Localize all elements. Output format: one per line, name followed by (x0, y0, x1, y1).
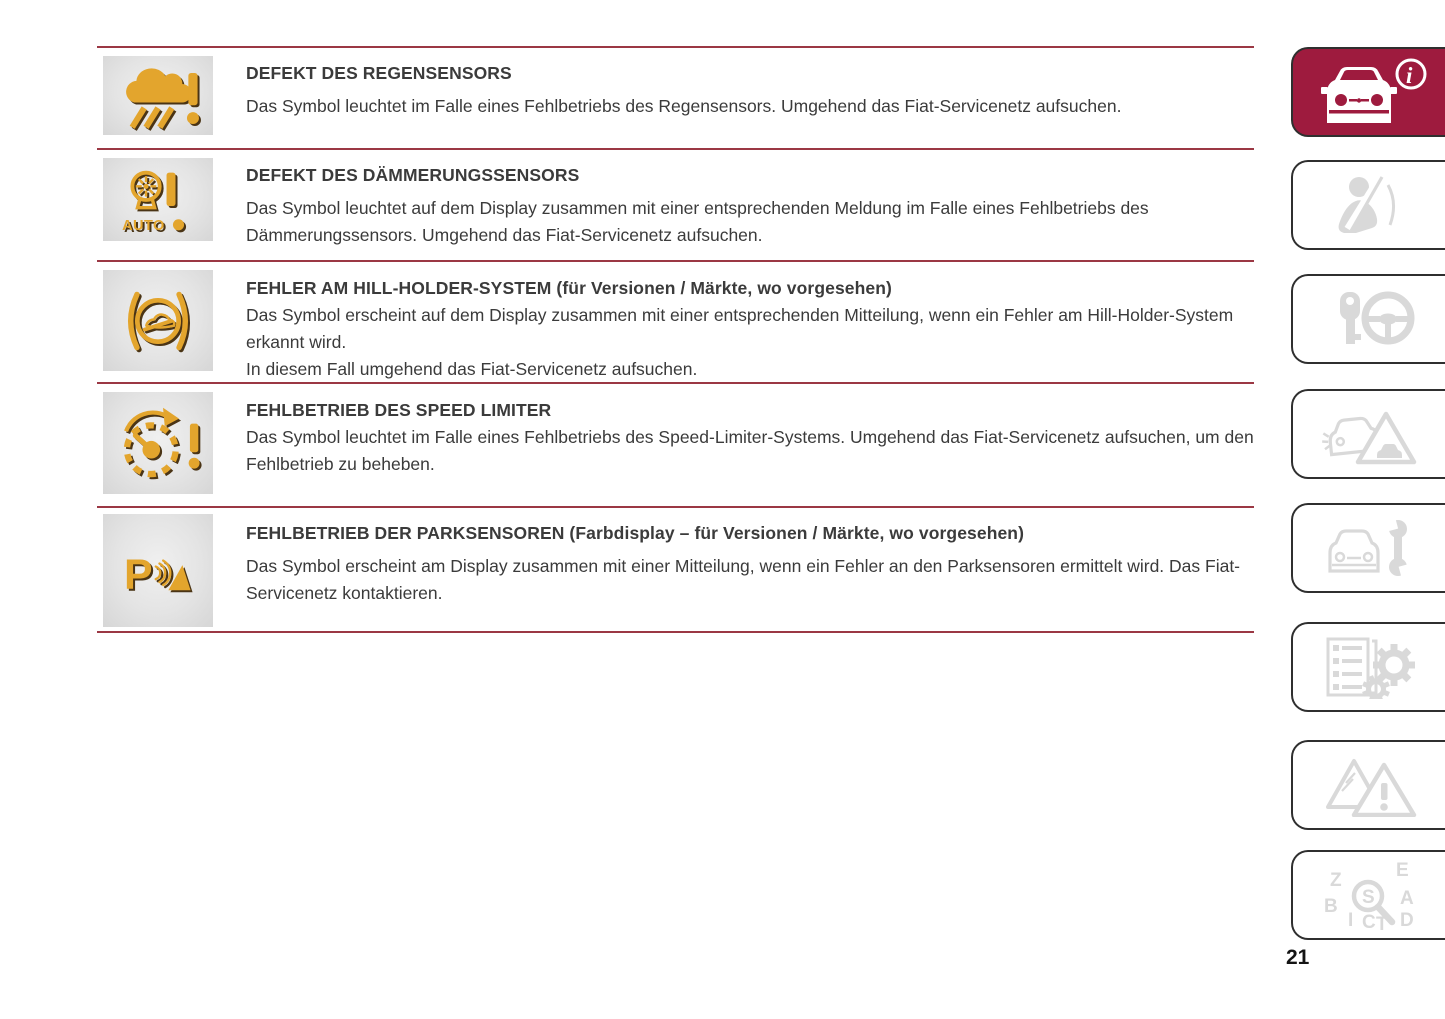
warning-lights-list (97, 46, 1254, 633)
row-body: Das Symbol erscheint am Display zusammen mit einer Mitteilung, wenn ein Fehler an den Parksensoren ermittelt wird. Das Fiat-Servicenetz kontaktieren. (246, 556, 1241, 603)
divider (97, 631, 1254, 633)
sidebar-tab-warning-lights[interactable] (1291, 389, 1445, 479)
warning-symbol-tile (103, 158, 213, 241)
hill-holder-failure-icon (119, 283, 197, 359)
row-title: FEHLER AM HILL-HOLDER-SYSTEM (für Versionen / Märkte, wo vorgesehen) (246, 278, 892, 298)
svg-text:S: S (1362, 887, 1375, 908)
park-sensors-failure-icon (121, 544, 195, 598)
svg-text:Z: Z (1330, 870, 1342, 891)
svg-text:AUTO: AUTO (122, 217, 165, 234)
svg-text:C: C (1362, 912, 1376, 930)
svg-text:A: A (1400, 888, 1414, 909)
sidebar-tab-starting-driving[interactable] (1291, 274, 1445, 364)
warning-row (97, 148, 1254, 260)
seatbelt-airbag-icon (1322, 173, 1418, 237)
sidebar-tab-maintenance[interactable] (1291, 503, 1445, 593)
warning-symbol-tile (103, 56, 213, 135)
warning-symbol-tile (103, 270, 213, 371)
svg-text:B: B (1324, 896, 1338, 917)
row-body: Das Symbol leuchtet auf dem Display zusammen mit einer entsprechenden Meldung im Falle eines Fehlbetriebs des Dämmerungssensors. Umgehend das Fiat-Servicenetz aufsuchen. (246, 198, 1149, 245)
row-title: FEHLBETRIEB DER PARKSENSOREN (Farbdisplay – für Versionen / Märkte, wo vorgesehen) (246, 523, 1025, 543)
sidebar-tab-safety[interactable] (1291, 160, 1445, 250)
row-body: In diesem Fall umgehend das Fiat-Servicenetz aufsuchen. (246, 359, 698, 379)
warning-symbol-tile (103, 514, 213, 627)
twilight-sensor-failure-icon (117, 163, 199, 237)
sidebar-tab-index[interactable] (1291, 850, 1445, 940)
car-warning-triangle-icon (1320, 402, 1420, 466)
emergency-triangles-icon (1322, 753, 1418, 817)
warning-row (97, 382, 1254, 506)
row-title: FEHLBETRIEB DES SPEED LIMITER (246, 400, 552, 420)
row-title: DEFEKT DES REGENSENSORS (246, 63, 512, 83)
svg-text:P: P (123, 550, 153, 598)
svg-text:D: D (1400, 910, 1414, 930)
row-body: Das Symbol leuchtet im Falle eines Fehlbetriebs des Regensensors. Umgehend das Fiat-Servicenetz aufsuchen. (246, 96, 1122, 116)
row-title: DEFEKT DES DÄMMERUNGSSENSORS (246, 165, 580, 185)
warning-row (97, 46, 1254, 148)
index-search-icon (1320, 860, 1420, 930)
car-info-icon (1311, 57, 1429, 127)
svg-text:I: I (1348, 910, 1354, 930)
rain-sensor-failure-icon (112, 61, 204, 131)
sidebar-tab-emergency[interactable] (1291, 740, 1445, 830)
warning-row (97, 260, 1254, 382)
page-number: 21 (1286, 946, 1310, 969)
sidebar-tab-vehicle-info[interactable] (1291, 47, 1445, 137)
warning-symbol-tile (103, 392, 213, 494)
car-wrench-icon (1322, 517, 1418, 579)
list-gears-icon (1322, 635, 1418, 699)
row-body: Das Symbol erscheint auf dem Display zusammen mit einer entsprechenden Mitteilung, wenn ein Fehler am Hill-Holder-System erkannt wird. (246, 305, 1234, 352)
sidebar-tab-technical-data[interactable] (1291, 622, 1445, 712)
speed-limiter-failure-icon (114, 401, 202, 485)
key-steering-wheel-icon (1322, 288, 1418, 350)
svg-text:E: E (1396, 860, 1409, 881)
warning-row (97, 506, 1254, 631)
svg-text:T: T (1376, 914, 1388, 930)
row-body: Das Symbol leuchtet im Falle eines Fehlbetriebs des Speed-Limiter-Systems. Umgehend das Fiat-Servicenetz aufsuchen, um den Fehlbetrieb zu beheben. (246, 427, 1254, 474)
svg-text:i: i (1406, 63, 1413, 88)
